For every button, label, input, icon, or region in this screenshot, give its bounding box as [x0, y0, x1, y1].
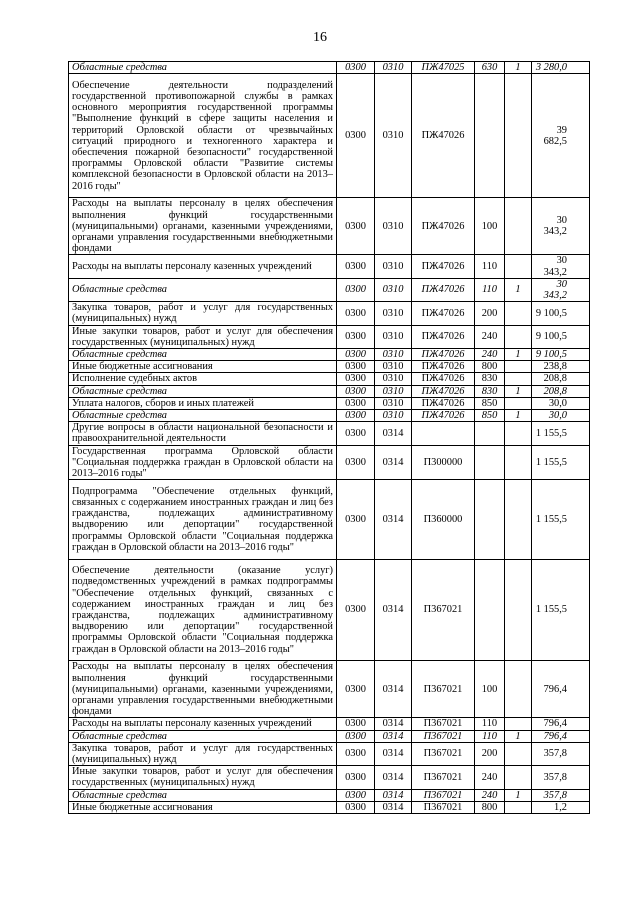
row-target-article-cell: ПЖ47025 — [412, 62, 475, 74]
row-expense-type-cell — [475, 480, 505, 559]
row-name-cell: Другие вопросы в области национальной безопасности и правоохранительной деятельности — [69, 422, 337, 445]
row-expense-type-cell: 830 — [475, 373, 505, 385]
row-section-cell: 0300 — [337, 766, 375, 789]
row-target-article-cell: П367021 — [412, 730, 475, 742]
row-subsection-cell: 0310 — [375, 255, 412, 278]
row-amount-cell: 39 682,5 — [532, 74, 590, 198]
row-amount-cell: 9 100,5 — [532, 349, 590, 361]
table-row — [69, 422, 590, 445]
row-funding-source-cell — [505, 766, 532, 789]
row-amount-cell: 1 155,5 — [532, 445, 590, 480]
row-funding-source-cell — [505, 445, 532, 480]
row-funding-source-cell — [505, 742, 532, 765]
row-target-article-cell: П367021 — [412, 789, 475, 801]
row-name-cell: Обеспечение деятельности подразделений государственной противопожарной службы в рамках основного мероприятия государственной программы "Выполнение функций в сфере защиты населения и территорий Орловской области от чрезвычайных ситуаций природного и техногенного характера и обеспечения пожарной безопасности" государственной программы Орловской области "Развитие системы комплексной безопасности в Орловской области на 2013–2016 годы" — [69, 74, 337, 198]
row-subsection-cell: 0310 — [375, 385, 412, 397]
row-section-cell: 0300 — [337, 661, 375, 718]
row-section-cell: 0300 — [337, 325, 375, 348]
row-section-cell: 0300 — [337, 397, 375, 409]
row-target-article-cell: П360000 — [412, 480, 475, 559]
row-expense-type-cell: 200 — [475, 302, 505, 325]
row-section-cell: 0300 — [337, 361, 375, 373]
table-row — [69, 742, 590, 765]
row-amount-cell: 796,4 — [532, 718, 590, 730]
table-row-regional-funds — [69, 278, 590, 301]
row-expense-type-cell: 240 — [475, 325, 505, 348]
row-name-cell: Обеспечение деятельности (оказание услуг) подведомственных учреждений в рамках подпрограммы "Обеспечение отдельных функций, связанных с содержанием иностранных граждан и лиц без гражданства, подлежащих административному выдворению или депортации" государственной программы Орловской области "Социальная поддержка граждан в Орловской области на 2013–2016 годы" — [69, 559, 337, 661]
row-section-cell: 0300 — [337, 385, 375, 397]
row-target-article-cell: П367021 — [412, 559, 475, 661]
table-row — [69, 801, 590, 813]
row-subsection-cell: 0314 — [375, 718, 412, 730]
row-subsection-cell: 0310 — [375, 198, 412, 255]
row-section-cell: 0300 — [337, 742, 375, 765]
row-section-cell: 0300 — [337, 278, 375, 301]
row-name-cell: Областные средства — [69, 789, 337, 801]
row-name-cell: Областные средства — [69, 385, 337, 397]
row-target-article-cell: ПЖ47026 — [412, 278, 475, 301]
row-expense-type-cell: 100 — [475, 661, 505, 718]
row-funding-source-cell — [505, 325, 532, 348]
table-row — [69, 718, 590, 730]
row-target-article-cell: П367021 — [412, 718, 475, 730]
row-subsection-cell: 0310 — [375, 62, 412, 74]
table-row — [69, 766, 590, 789]
row-funding-source-cell: 1 — [505, 278, 532, 301]
row-expense-type-cell: 100 — [475, 198, 505, 255]
row-expense-type-cell: 110 — [475, 730, 505, 742]
row-target-article-cell: ПЖ47026 — [412, 397, 475, 409]
row-amount-cell: 30 343,2 — [532, 278, 590, 301]
row-section-cell: 0300 — [337, 255, 375, 278]
row-subsection-cell: 0310 — [375, 302, 412, 325]
row-expense-type-cell: 110 — [475, 278, 505, 301]
row-section-cell: 0300 — [337, 410, 375, 422]
row-name-cell: Расходы на выплаты персоналу в целях обеспечения выполнения функций государственными (муниципальными) органами, казенными учреждениями, органами управления государственными внебюджетными фондами — [69, 198, 337, 255]
row-section-cell: 0300 — [337, 302, 375, 325]
row-subsection-cell: 0314 — [375, 480, 412, 559]
table-row — [69, 397, 590, 409]
row-section-cell: 0300 — [337, 559, 375, 661]
row-subsection-cell: 0314 — [375, 801, 412, 813]
row-amount-cell: 3 280,0 — [532, 62, 590, 74]
row-name-cell: Расходы на выплаты персоналу в целях обеспечения выполнения функций государственными (муниципальными) органами, казенными учреждениями, органами управления государственными внебюджетными фондами — [69, 661, 337, 718]
row-amount-cell: 238,8 — [532, 361, 590, 373]
row-name-cell: Областные средства — [69, 349, 337, 361]
row-target-article-cell: ПЖ47026 — [412, 410, 475, 422]
row-section-cell: 0300 — [337, 480, 375, 559]
row-subsection-cell: 0314 — [375, 742, 412, 765]
row-expense-type-cell: 110 — [475, 255, 505, 278]
table-row — [69, 445, 590, 480]
row-name-cell: Исполнение судебных актов — [69, 373, 337, 385]
row-expense-type-cell — [475, 74, 505, 198]
table-row — [69, 302, 590, 325]
row-subsection-cell: 0310 — [375, 361, 412, 373]
row-name-cell: Расходы на выплаты персоналу казенных учреждений — [69, 255, 337, 278]
table-row-regional-funds — [69, 730, 590, 742]
row-name-cell: Областные средства — [69, 410, 337, 422]
row-name-cell: Иные бюджетные ассигнования — [69, 361, 337, 373]
row-funding-source-cell — [505, 480, 532, 559]
row-expense-type-cell: 800 — [475, 801, 505, 813]
table-row — [69, 325, 590, 348]
row-subsection-cell: 0310 — [375, 325, 412, 348]
row-amount-cell: 30,0 — [532, 410, 590, 422]
table-row-regional-funds — [69, 62, 590, 74]
row-name-cell: Областные средства — [69, 62, 337, 74]
row-expense-type-cell: 240 — [475, 766, 505, 789]
row-funding-source-cell: 1 — [505, 62, 532, 74]
row-name-cell: Иные закупки товаров, работ и услуг для обеспечения государственных (муниципальных) нужд — [69, 325, 337, 348]
row-section-cell: 0300 — [337, 789, 375, 801]
row-subsection-cell: 0314 — [375, 559, 412, 661]
row-expense-type-cell — [475, 445, 505, 480]
row-name-cell: Областные средства — [69, 278, 337, 301]
row-amount-cell: 1 155,5 — [532, 480, 590, 559]
row-amount-cell: 1,2 — [532, 801, 590, 813]
row-funding-source-cell: 1 — [505, 730, 532, 742]
row-amount-cell: 357,8 — [532, 742, 590, 765]
row-amount-cell: 30,0 — [532, 397, 590, 409]
row-section-cell: 0300 — [337, 74, 375, 198]
row-name-cell: Закупка товаров, работ и услуг для государственных (муниципальных) нужд — [69, 302, 337, 325]
row-target-article-cell: П367021 — [412, 742, 475, 765]
row-expense-type-cell: 240 — [475, 349, 505, 361]
row-funding-source-cell — [505, 397, 532, 409]
row-target-article-cell: П367021 — [412, 661, 475, 718]
row-funding-source-cell — [505, 559, 532, 661]
row-funding-source-cell — [505, 255, 532, 278]
row-funding-source-cell — [505, 661, 532, 718]
row-target-article-cell: П367021 — [412, 801, 475, 813]
table-row — [69, 74, 590, 198]
row-name-cell: Закупка товаров, работ и услуг для государственных (муниципальных) нужд — [69, 742, 337, 765]
row-funding-source-cell: 1 — [505, 349, 532, 361]
row-funding-source-cell — [505, 74, 532, 198]
row-subsection-cell: 0310 — [375, 397, 412, 409]
row-section-cell: 0300 — [337, 422, 375, 445]
row-expense-type-cell: 830 — [475, 385, 505, 397]
table-row — [69, 559, 590, 661]
row-target-article-cell: ПЖ47026 — [412, 302, 475, 325]
table-row-regional-funds — [69, 789, 590, 801]
row-expense-type-cell — [475, 422, 505, 445]
table-row-regional-funds — [69, 410, 590, 422]
row-funding-source-cell: 1 — [505, 385, 532, 397]
table-row — [69, 373, 590, 385]
row-section-cell: 0300 — [337, 801, 375, 813]
table-row-regional-funds — [69, 349, 590, 361]
row-name-cell: Подпрограмма "Обеспечение отдельных функций, связанных с содержанием иностранных граждан и лиц без гражданства, подлежащих административному выдворению или депортации" государственной программы Орловской области "Социальная поддержка граждан в Орловской области на 2013–2016 годы" — [69, 480, 337, 559]
row-funding-source-cell — [505, 361, 532, 373]
row-funding-source-cell: 1 — [505, 789, 532, 801]
row-expense-type-cell: 200 — [475, 742, 505, 765]
row-amount-cell: 357,8 — [532, 789, 590, 801]
row-name-cell: Расходы на выплаты персоналу казенных учреждений — [69, 718, 337, 730]
row-name-cell: Иные бюджетные ассигнования — [69, 801, 337, 813]
row-expense-type-cell: 850 — [475, 397, 505, 409]
row-target-article-cell: ПЖ47026 — [412, 385, 475, 397]
row-subsection-cell: 0310 — [375, 349, 412, 361]
row-section-cell: 0300 — [337, 62, 375, 74]
row-section-cell: 0300 — [337, 198, 375, 255]
row-subsection-cell: 0310 — [375, 74, 412, 198]
row-target-article-cell: ПЖ47026 — [412, 74, 475, 198]
row-name-cell: Областные средства — [69, 730, 337, 742]
row-funding-source-cell — [505, 373, 532, 385]
row-target-article-cell: ПЖ47026 — [412, 198, 475, 255]
row-funding-source-cell: 1 — [505, 410, 532, 422]
row-subsection-cell: 0310 — [375, 410, 412, 422]
row-funding-source-cell — [505, 801, 532, 813]
table-row — [69, 480, 590, 559]
row-section-cell: 0300 — [337, 718, 375, 730]
row-subsection-cell: 0314 — [375, 730, 412, 742]
row-amount-cell: 9 100,5 — [532, 325, 590, 348]
row-target-article-cell: ПЖ47026 — [412, 255, 475, 278]
table-row — [69, 361, 590, 373]
row-amount-cell: 9 100,5 — [532, 302, 590, 325]
budget-table — [68, 61, 590, 814]
row-section-cell: 0300 — [337, 349, 375, 361]
row-target-article-cell: ПЖ47026 — [412, 325, 475, 348]
row-amount-cell: 208,8 — [532, 385, 590, 397]
row-amount-cell: 208,8 — [532, 373, 590, 385]
row-funding-source-cell — [505, 198, 532, 255]
row-subsection-cell: 0310 — [375, 278, 412, 301]
row-section-cell: 0300 — [337, 445, 375, 480]
table-row — [69, 661, 590, 718]
row-section-cell: 0300 — [337, 373, 375, 385]
table-row — [69, 255, 590, 278]
row-expense-type-cell: 800 — [475, 361, 505, 373]
row-subsection-cell: 0314 — [375, 661, 412, 718]
row-amount-cell: 1 155,5 — [532, 422, 590, 445]
row-funding-source-cell — [505, 302, 532, 325]
row-expense-type-cell: 850 — [475, 410, 505, 422]
row-subsection-cell: 0310 — [375, 373, 412, 385]
row-name-cell: Уплата налогов, сборов и иных платежей — [69, 397, 337, 409]
row-subsection-cell: 0314 — [375, 789, 412, 801]
row-target-article-cell: П300000 — [412, 445, 475, 480]
row-amount-cell: 30 343,2 — [532, 255, 590, 278]
table-row-regional-funds — [69, 385, 590, 397]
row-funding-source-cell — [505, 422, 532, 445]
row-section-cell: 0300 — [337, 730, 375, 742]
row-expense-type-cell: 630 — [475, 62, 505, 74]
row-subsection-cell: 0314 — [375, 422, 412, 445]
row-expense-type-cell: 110 — [475, 718, 505, 730]
row-expense-type-cell — [475, 559, 505, 661]
row-target-article-cell: П367021 — [412, 766, 475, 789]
page-number: 16 — [313, 30, 327, 45]
row-name-cell: Иные закупки товаров, работ и услуг для обеспечения государственных (муниципальных) нужд — [69, 766, 337, 789]
row-amount-cell: 796,4 — [532, 730, 590, 742]
row-amount-cell: 1 155,5 — [532, 559, 590, 661]
row-amount-cell: 357,8 — [532, 766, 590, 789]
table-row — [69, 198, 590, 255]
row-target-article-cell: ПЖ47026 — [412, 361, 475, 373]
row-target-article-cell — [412, 422, 475, 445]
row-subsection-cell: 0314 — [375, 766, 412, 789]
row-target-article-cell: ПЖ47026 — [412, 349, 475, 361]
row-expense-type-cell: 240 — [475, 789, 505, 801]
row-subsection-cell: 0314 — [375, 445, 412, 480]
row-funding-source-cell — [505, 718, 532, 730]
row-target-article-cell: ПЖ47026 — [412, 373, 475, 385]
row-name-cell: Государственная программа Орловской области "Социальная поддержка граждан в Орловской области на 2013–2016 годы" — [69, 445, 337, 480]
row-amount-cell: 30 343,2 — [532, 198, 590, 255]
row-amount-cell: 796,4 — [532, 661, 590, 718]
